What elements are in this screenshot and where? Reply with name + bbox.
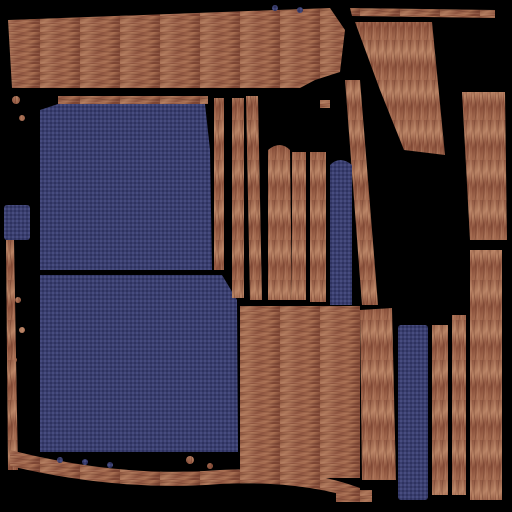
fabric-lower-panel <box>40 275 238 452</box>
fabric-left-tab <box>4 205 30 240</box>
wood-center-square <box>240 306 360 478</box>
fabric-lower-right-slat <box>398 325 428 500</box>
fabric-vertical-slat <box>330 160 352 305</box>
wood-center-right-piece <box>360 308 396 480</box>
fabric-upper-panel <box>40 104 212 270</box>
wood-thin-strip-top <box>58 96 208 104</box>
